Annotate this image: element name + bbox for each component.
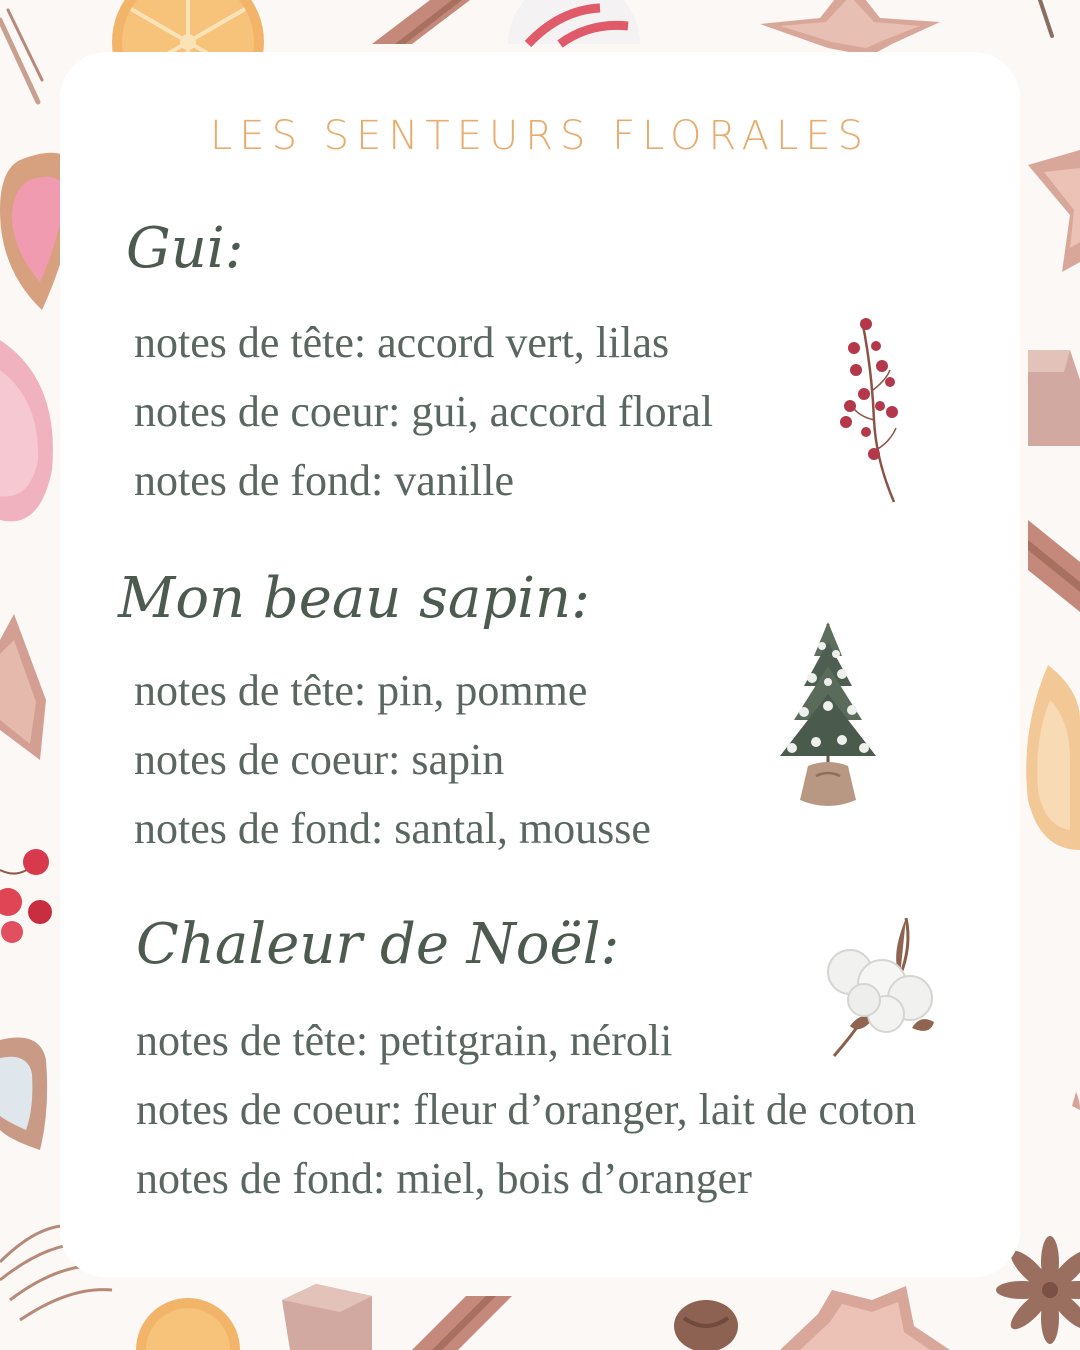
note-heart: notes de coeur: fleur d’oranger, lait de coton	[136, 1085, 917, 1134]
peppermint-candy-icon	[508, 0, 640, 44]
note-base: notes de fond: vanille	[134, 456, 515, 505]
note-heart: notes de coeur: gui, accord floral	[134, 387, 714, 436]
notes-list-sapin	[134, 656, 651, 863]
coffee-bean-icon	[674, 1300, 738, 1350]
caramel-drop-icon	[1026, 665, 1080, 850]
gingerbread-cookie-icon	[0, 1038, 47, 1151]
section-title-sapin: Mon beau sapin:	[118, 566, 590, 631]
red-berries-icon	[0, 849, 52, 943]
marshmallow-icon	[0, 340, 53, 521]
star-cookie-icon	[760, 0, 940, 56]
star-cookie-icon	[0, 614, 46, 760]
note-top: notes de tête: petitgrain, néroli	[136, 1016, 673, 1065]
star-cookie-icon	[1028, 150, 1080, 272]
orange-slice-icon	[136, 1298, 240, 1350]
cinnamon-stick-icon	[1028, 520, 1080, 612]
gingerbread-cube-icon	[1028, 350, 1080, 446]
cinnamon-stick-icon	[372, 0, 470, 44]
star-cookie-icon	[780, 1286, 950, 1350]
anise-stick-icon	[1040, 0, 1052, 36]
section-title-chaleur: Chaleur de Noël:	[136, 912, 620, 977]
note-heart: notes de coeur: sapin	[134, 735, 505, 784]
cotton-flower-icon	[820, 916, 940, 1060]
berry-branch-icon	[836, 310, 906, 506]
page-title: LES SENTEURS FLORALES	[210, 113, 870, 159]
notes-list-chaleur	[136, 1006, 916, 1213]
note-base: notes de fond: miel, bois d’oranger	[136, 1154, 752, 1203]
section-title-gui: Gui:	[126, 216, 244, 281]
note-top: notes de tête: pin, pomme	[134, 666, 588, 715]
note-base: notes de fond: santal, mousse	[134, 804, 651, 853]
note-top: notes de tête: accord vert, lilas	[134, 318, 670, 367]
notes-list-gui	[134, 308, 713, 515]
fir-tree-icon	[772, 616, 884, 812]
cinnamon-stick-icon	[412, 1296, 512, 1350]
gingerbread-cube-icon	[282, 1284, 372, 1350]
cinnamon-stick-icon	[0, 10, 42, 102]
